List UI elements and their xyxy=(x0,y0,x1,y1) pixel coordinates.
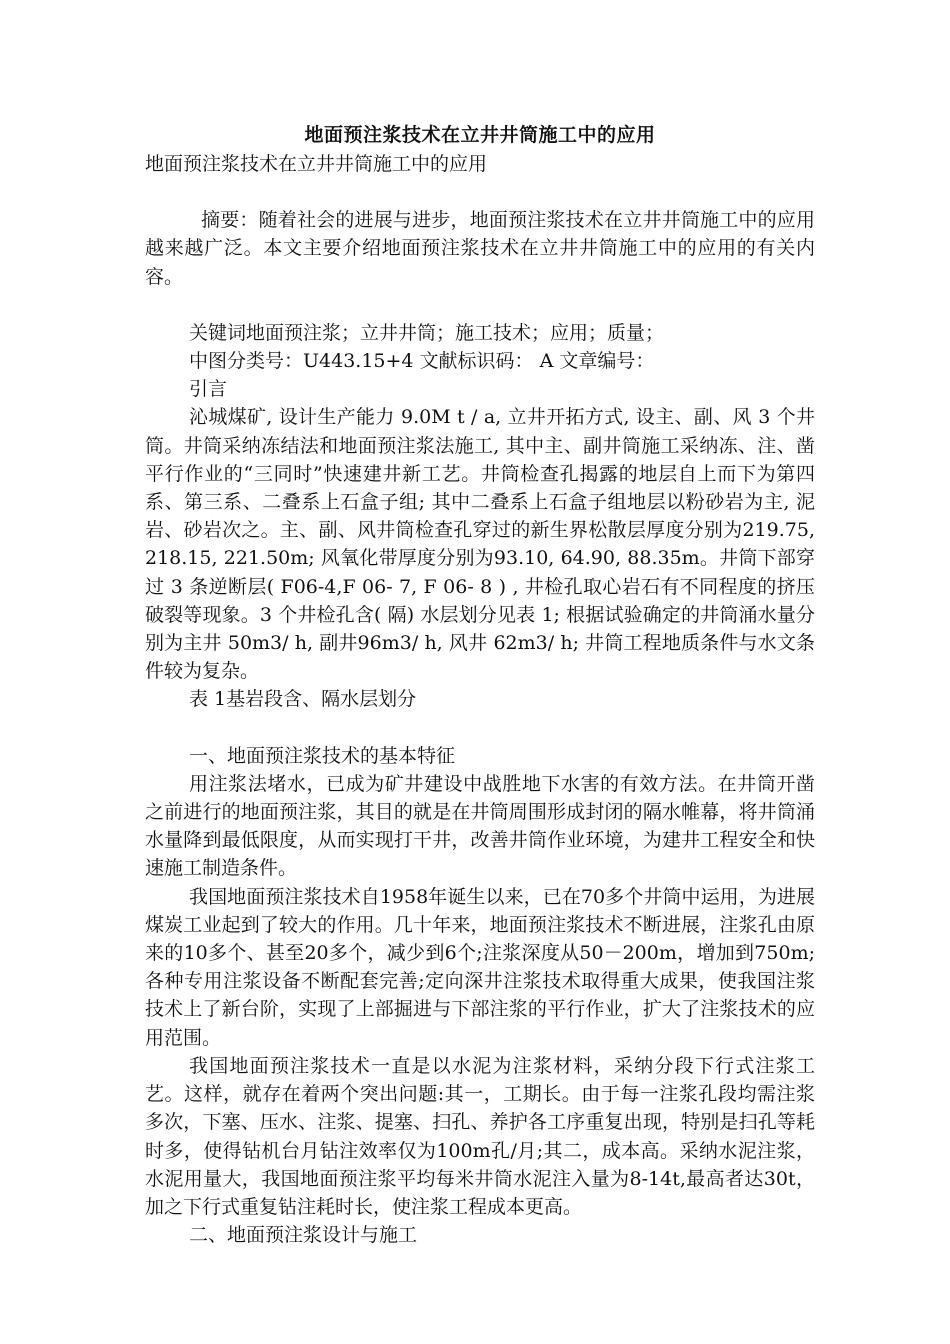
intro-paragraph: 沁城煤矿, 设计生产能力 9.0M t / a, 立井开拓方式, 设主、副、风 3 个井筒。井筒采纳冻结法和地面预注浆法施工, 其中主、副井筒施工采纳冻、注、凿平行作业的“三同时”快速建井新工艺。井筒检查孔揭露的地层自上而下为第四系、第三系、二叠系上石盒子组; 其中二叠系上石盒子组地层以粉砂岩为主, 泥岩、砂岩次之。主、副、风井筒检查孔穿过的新生界松散层厚度分别为219.75, 218.15, 221.50m; 风氧化带厚度分别为93.10, 64.90, 88.35m。井筒下部穿过 3 条逆断层( F06-4,F 06- 7, F 06- 8 ) , 井检孔取心岩石有不同程度的挤压破裂等现象。3 个井检孔含( 隔) 水层划分见表 1; 根据试验确定的井筒涌水量分别为主井 50m3/ h, 副井96m3/ h, 风井 62m3/ h; 井筒工程地质条件与水文条件较为复杂。 xyxy=(145,406,815,683)
spacer xyxy=(145,291,815,319)
intro-heading: 引言 xyxy=(189,378,228,401)
document-subtitle: 地面预注浆技术在立井井筒施工中的应用 xyxy=(145,153,488,175)
section1-paragraph: 我国地面预注浆技术一直是以水泥为注浆材料，采纳分段下行式注浆工艺。这样，就存在着两个突出问题:其一，工期长。由于每一注浆孔段均需注浆多次，下塞、压水、注浆、提塞、扫孔、养护各工序重复出现，特别是扫孔等耗时多，使得钻机台月钻注效率仅为100m孔/月;其二，成本高。采纳水泥注浆，水泥用量大，我国地面预注浆平均每米井筒水泥注入量为8-14t,最高者达30t，加之下行式重复钻注耗时长，使注浆工程成本更高。 xyxy=(145,1054,815,1218)
section1-paragraph: 用注浆法堵水，已成为矿井建设中战胜地下水害的有效方法。在井筒开凿之前进行的地面预注浆，其目的就是在井筒周围形成封闭的隔水帷幕，将井筒涌水量降到最低限度，从而实现打干井，改善井筒作业环境，为建井工程安全和快速施工制造条件。 xyxy=(145,772,815,880)
abstract-paragraph: 摘要：随着社会的进展与进步，地面预注浆技术在立井井筒施工中的应用越来越广泛。本文主要介绍地面预注浆技术在立井井筒施工中的应用的有关内容。 xyxy=(145,209,815,288)
document-title: 地面预注浆技术在立井井筒施工中的应用 xyxy=(304,124,656,146)
keywords-line: 关键词地面预注浆；立井井筒；施工技术；应用；质量； xyxy=(189,321,665,344)
section2-heading: 二、地面预注浆设计与施工 xyxy=(189,1224,418,1247)
document-page xyxy=(145,120,815,1249)
spacer xyxy=(145,714,815,742)
classification-line: 中图分类号：U443.15+4 文献标识码： A 文章编号： xyxy=(189,350,655,373)
section1-heading: 一、地面预注浆技术的基本特征 xyxy=(189,744,456,767)
spacer xyxy=(145,178,815,206)
section1-paragraph: 我国地面预注浆技术自1958年诞生以来，已在70多个井筒中运用，为进展煤炭工业起到了较大的作用。几十年来，地面预注浆技术不断进展，注浆孔由原来的10多个、甚至20多个，减少到6个;注浆深度从50－200m，增加到750m;各种专用注浆设备不断配套完善;定向深井注浆技术取得重大成果，使我国注浆技术上了新台阶，实现了上部掘进与下部注浆的平行作业，扩大了注浆技术的应用范围。 xyxy=(145,885,815,1049)
table-caption: 表 1基岩段含、隔水层划分 xyxy=(189,688,417,711)
